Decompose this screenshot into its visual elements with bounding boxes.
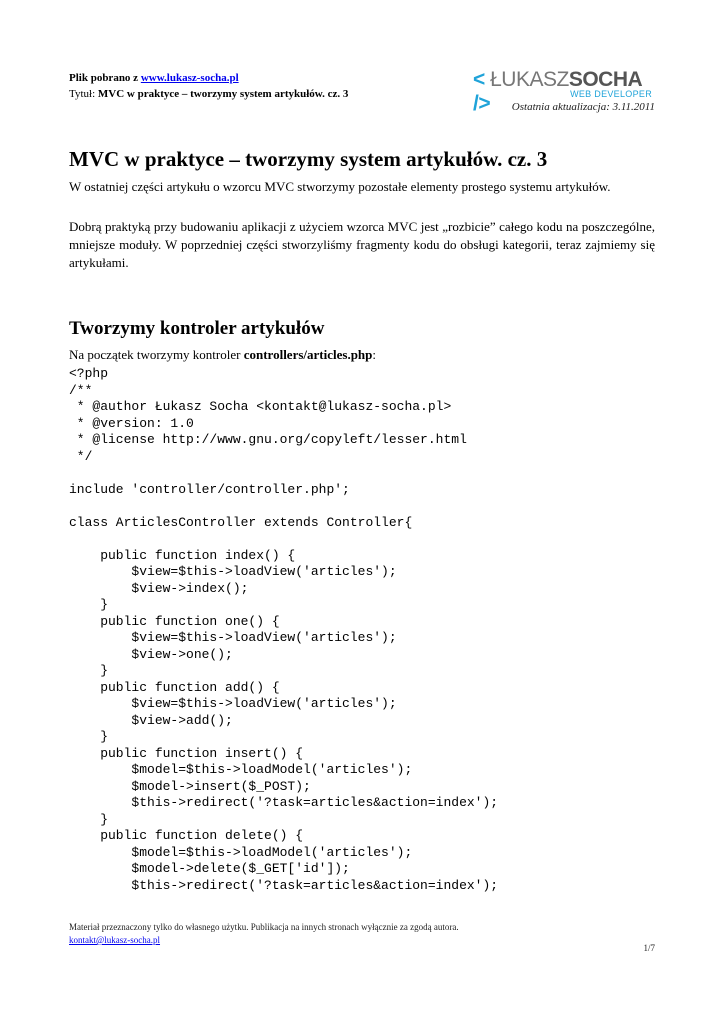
article-title: MVC w praktyce – tworzymy system artykułów. cz. 3 [69,147,548,171]
logo-subtitle: WEB DEVELOPER [570,89,652,99]
logo-last-name: SOCHA [568,68,642,91]
footer-email-link[interactable]: kontakt@lukasz-socha.pl [69,935,161,945]
intro-line [69,346,376,364]
section-title: Tworzymy kontroler artykułów [69,318,325,339]
title-line [69,86,348,102]
title-prefix: Tytuł: [69,88,98,100]
page-header [69,70,348,102]
last-updated: Ostatnia aktualizacja: 3.11.2011 [511,101,655,113]
logo-close-bracket: /> [473,92,491,115]
page-footer [69,921,459,947]
source-link[interactable]: www.lukasz-socha.pl [140,72,239,84]
title-value: MVC w praktyce – tworzymy system artykułów. cz. 3 [97,88,349,100]
logo-open-bracket: < [473,68,485,91]
paragraph-1: W ostatniej części artykułu o wzorcu MVC stworzymy pozostałe elementy prostego systemu artykułów. [69,179,611,194]
intro-colon: : [372,347,377,362]
paragraph-2: Dobrą praktyką przy budowaniu aplikacji z użyciem wzorca MVC jest „rozbicie” całego kodu na poszczególne, mniejsze moduły. W poprzedniej części stworzyliśmy fragmenty kodu do obsługi kategorii, teraz zajmiemy się artykułami. [69,219,655,270]
page-number: 1/7 [643,943,655,953]
code-block: <?php /** * @author Łukasz Socha <kontakt@lukasz-socha.pl> * @version: 1.0 * @license http://www.gnu.org/copyleft/lesser.html */ include 'controller/controller.php'; class ArticlesController extends Controller{ public function index() { $view=$this->loadView('articles'); $view->index(); } public function one() { $view=$this->loadView('articles'); $view->one(); } public function add() { $view=$this->loadView('articles'); $view->add(); } public function insert() { $model=$this->loadModel('articles'); $model->insert($_POST); $this->redirect('?task=articles&action=index'); } public function delete() { $model=$this->loadModel('articles'); $model->delete($_GET['id']); $this->redirect('?task=articles&action=index'); [69,366,499,893]
logo-first-name: ŁUKASZ [490,68,569,91]
download-prefix: Plik pobrano z [69,72,141,84]
download-line [69,70,348,86]
intro-filename: controllers/articles.php [243,347,373,362]
intro-text: Na początek tworzymy kontroler [69,347,244,362]
footer-notice: Materiał przeznaczony tylko do własnego użytku. Publikacja na innych stronach wyłącznie za zgodą autora. [69,922,459,932]
